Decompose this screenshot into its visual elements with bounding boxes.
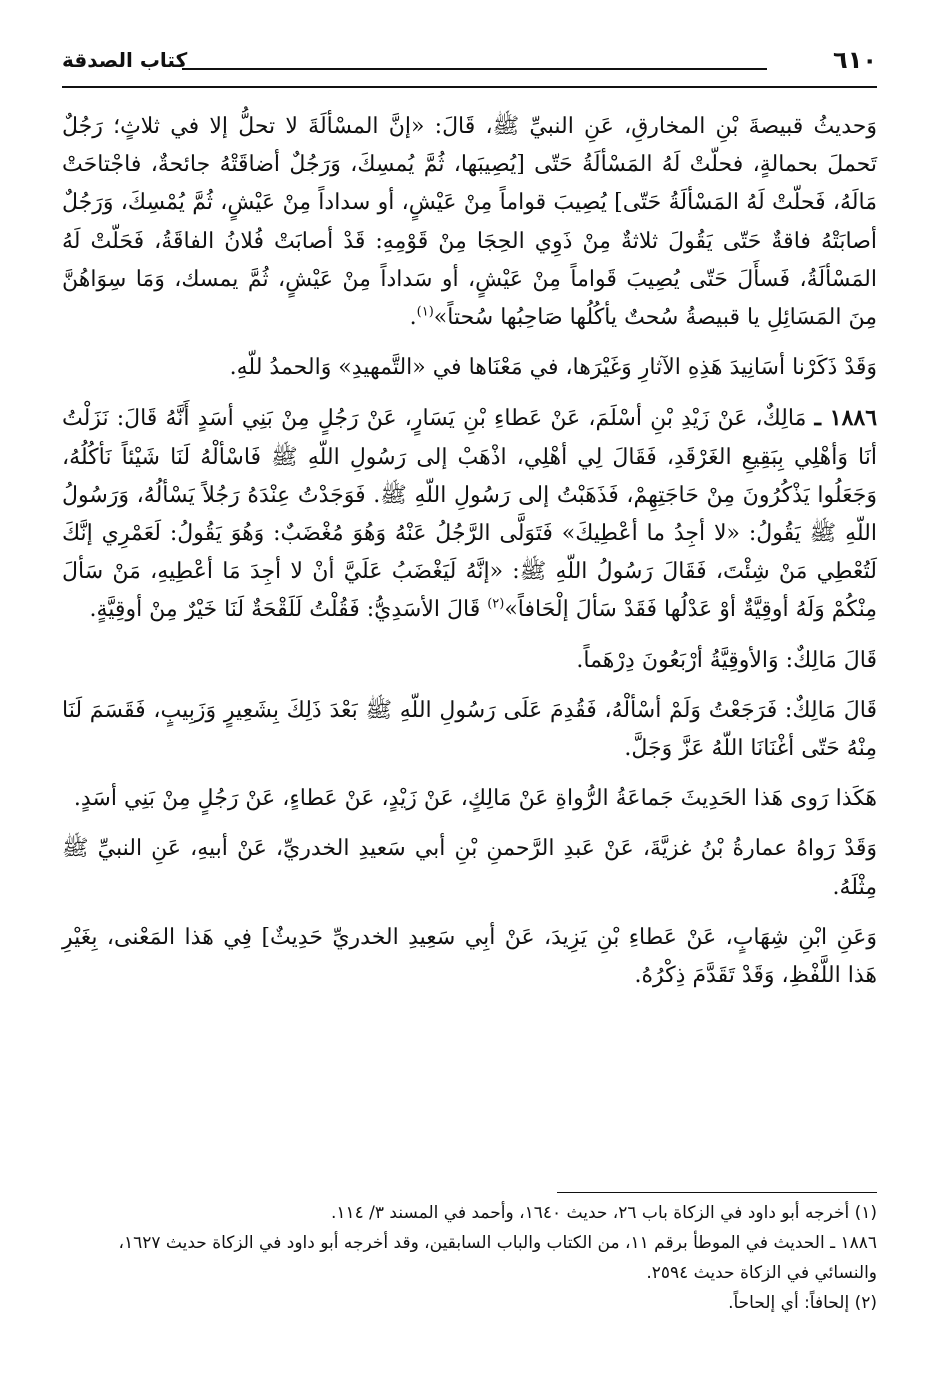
- footnote: (١) أخرجه أبو داود في الزكاة باب ٢٦، حديث ١٦٤٠، وأحمد في المسند ٣/ ١١٤.: [330, 1203, 877, 1223]
- paragraph: [62, 642, 877, 680]
- footnote: ١٨٨٦ ـ الحديث في الموطأ برقم ١١، من الكتاب والباب السابقين، وقد أخرجه أبو داود في الزكاة حديث ١٦٢٧، والنسائي في الزكاة حديث ٢٥٩٤.: [118, 1233, 877, 1283]
- page-number: ٦١٠: [833, 46, 877, 74]
- paragraph-text: وَقَدْ ذَكَرْنا أسَانِيدَ هَذِهِ الآثارِ وَغَيْرَها، في مَعْنَاها في «التَّمهيدِ» وَالحمدُ للّهِ.: [229, 355, 877, 381]
- page-header: [62, 36, 877, 88]
- paragraph: [62, 349, 877, 387]
- paragraph-text: قَالَ مَالِكٌ: فَرَجَعْتُ وَلَمْ أسْألْهُ، فَقُدِمَ عَلَى رَسُولِ اللّهِ ﷺ بَعْدَ ذَلِكَ بِشَعِيرٍ وَزَبِيبٍ، فَقَسَمَ لَنَا مِنْهُ حَتّى أغْنَانَا اللّهُ عَزَّ وَجَلَّ.: [62, 697, 877, 762]
- paragraph: [62, 108, 877, 337]
- paragraph: [62, 780, 877, 818]
- paragraph-text: مَالِكٌ، عَنْ زَيْدِ بْنِ أسْلَمَ، عَنْ عَطاءِ بْنِ يَسَارٍ، عَنْ رَجُلٍ مِنْ بَنِي أسَدٍ أَنَّهُ قَالَ: نَزَلْتُ أنَا وَأهْلِي بِبَقِيعِ الغَرْقَدِ، فَقَالَ لِي أهْلِي، اذْهَبْ إلى رَسُولِ اللّهِ ﷺ فَاسْألْهُ لَنَا شَيْئاً نَأكُلُهُ، وَجَعَلُوا يَذْكُرُونَ مِنْ حَاجَتِهِمْ، فَذَهَبْتُ إلى رَسُولِ اللّهِ ﷺ. فَوَجَدْتُ عِنْدَهُ رَجُلاً يَسْألُهُ، وَرَسُولُ اللّهِ ﷺ يَقُولُ: «لا أجِدُ ما أعْطِيكَ» فَتَوَلَّى الرَّجُلُ عَنْهُ وَهُوَ مُغْضَبٌ: وَهُوَ يَقُولُ: لَعَمْرِي إنَّكَ لَتُعْطِي مَنْ شِئْتَ، فَقَالَ رَسُولُ اللّهِ ﷺ: «إنَّهُ لَيَغْضَبُ عَلَيَّ أنْ لا أجِدَ مَا أعْطِيهِ، مَنْ سَألَ مِنْكُمْ وَلَهُ أوقِيَّةٌ أوْ عَدْلُها فَقَدْ سَألَ إلْحَافاً»: [62, 406, 877, 623]
- paragraph: [62, 919, 877, 995]
- paragraph-text: هَكَذا رَوى هَذا الحَدِيثَ جَماعَةُ الرُّواةِ عَنْ مَالِكٍ، عَنْ زَيْدٍ، عَنْ عَطاءٍ، عَنْ رَجُلٍ مِنْ بَنِي أسَدٍ.: [73, 786, 877, 812]
- paragraph: [62, 692, 877, 768]
- footnote-rule: [557, 1192, 877, 1193]
- footnote-marker: (٢): [487, 597, 505, 613]
- main-text: [62, 108, 877, 1007]
- header-rule: [182, 68, 767, 70]
- book-title: كتاب الصدقة: [62, 48, 188, 72]
- paragraph-text: وَعَنِ ابْنِ شِهَابٍ، عَنْ عَطاءِ بْنِ يَزِيدَ، عَنْ أبِي سَعِيدِ الخدريِّ حَدِيثٌ] فِي هَذا المَعْنى، بِغَيْرِ هَذا اللَّفْظِ، وَقَدْ تَقَدَّمَ ذِكْرُهُ.: [62, 924, 877, 989]
- paragraph-tail: .: [409, 305, 417, 331]
- footnote: (٢) إلحافاً: أي إلحاحاً.: [728, 1293, 877, 1313]
- hadith-paragraph: [62, 399, 877, 629]
- hadith-number: ١٨٨٦ ـ: [814, 405, 878, 432]
- paragraph-text: وَحديثُ قبيصةَ بْنِ المخارقِ، عَنِ النبيِّ ﷺ، قَالَ: «إنَّ المسْألَةَ لا تحلُّ إلا في ثلاثٍ؛ رَجُلٌ تَحملَ بحمالةٍ، فحلّتْ لَهُ المَسْألَةُ حَتّى [يُصِيبَها، ثُمَّ يُمسِكَ، وَرَجُلٌ أضاقَتْهُ جائحةٌ، فاجْتاحَتْ مَالَهُ، فَحلّتْ لَهُ المَسْألَةُ حَتّى] يُصِيبَ قواماً مِنْ عَيْشٍ، أو سداداً مِنْ عَيْشٍ، ثُمَّ يُمْسِكَ، وَرَجُلٌ أصابَتْهُ فاقةٌ حَتّى يَقُولَ ثلاثةٌ مِنْ ذَوِي الحِجَا مِنْ قَوْمِهِ: قَدْ أصابَتْ فُلانُ الفاقَةُ، فَحَلّتْ لَهُ المَسْألَةُ، فَسأَلَ حَتّى يُصِيبَ قَواماً مِنْ عَيْشٍ، أو سَداداً مِنْ عَيْشٍ، ثُمَّ يمسك، وَمَا سِوَاهُنَّ مِنَ المَسَائِلِ يا قبيصةُ سُحتٌ يأكُلُها صَاحِبُها سُحتاً»: [62, 114, 878, 331]
- footnotes: [62, 1198, 877, 1318]
- footnote-marker: (١): [416, 304, 434, 320]
- paragraph-text: قَالَ مَالِكٌ: وَالأوقِيَّةُ أرْبَعُونَ دِرْهَماً.: [576, 647, 877, 673]
- paragraph-text: وَقَدْ رَواهُ عمارةُ بْنُ غزيَّةَ، عَنْ عَبدِ الرَّحمنِ بْنِ أبي سَعيدِ الخدريِّ، عَنْ أبيهِ، عَنِ النبيِّ ﷺ مِثْلَهُ.: [62, 836, 877, 900]
- paragraph-tail: قَالَ الأسَدِيُّ: فَقُلْتُ لَلَقْحَةٌ لَنَا خَيْرٌ مِنْ أوقِيَّةٍ.: [89, 597, 488, 623]
- paragraph: [62, 830, 877, 906]
